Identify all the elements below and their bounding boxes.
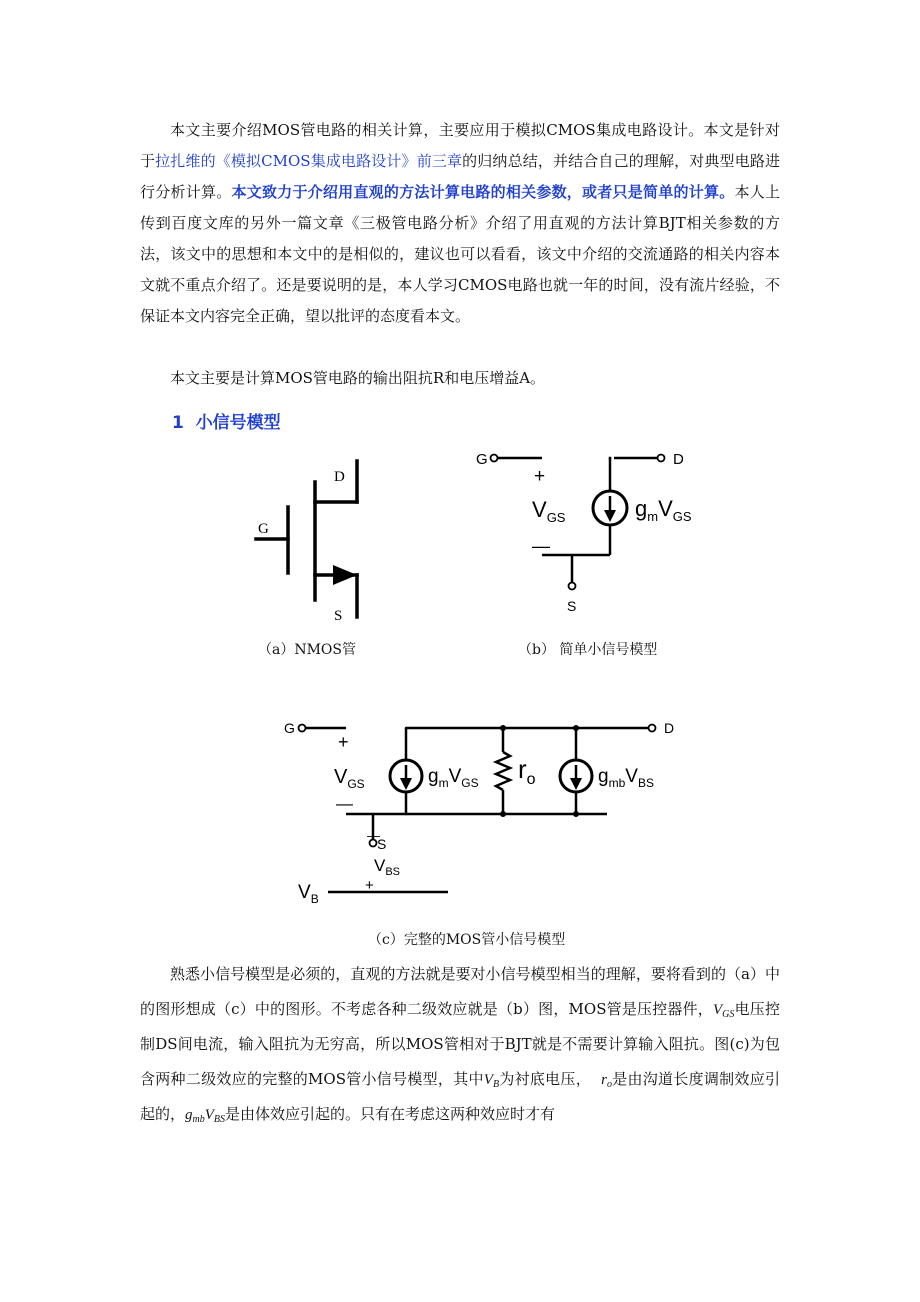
c-vbs-plus-sign: + (365, 877, 374, 894)
explanation-text-5: 是由体效应引起的。只有在考虑这两种效应时才有 (225, 1105, 556, 1123)
ro-symbol: $r_o$ (601, 1071, 612, 1090)
b-minus-sign: — (532, 536, 550, 556)
gmb-vbs-symbol: $g_{mb}V_{BS}$ (185, 1107, 226, 1125)
section-number: 1 (172, 413, 184, 433)
simple-small-signal-figure (470, 440, 720, 620)
model-explanation-paragraph (140, 957, 780, 1133)
intro-emphasis: 本文致力于介绍用直观的方法计算电路的相关参数，或者只是简单的计算。 (231, 183, 735, 201)
c-drain-label: D (664, 720, 675, 736)
b-drain-label: D (673, 451, 684, 468)
vb-symbol: $V_B$ (483, 1071, 500, 1090)
nmos-drain-label: D (334, 469, 345, 485)
nmos-source-label: S (334, 608, 343, 624)
c-plus-sign: + (338, 732, 349, 752)
c-ro-label: $r_o$ (518, 754, 536, 788)
section-title: 小信号模型 (195, 413, 281, 433)
b-gate-label: G (476, 451, 488, 468)
intro-text-2: 的归纳总结，并结合自己的理解，对典型电路进行分析计算。 (140, 152, 780, 201)
explanation-text-4: 是由沟道长度调制效应引起的， (140, 1069, 780, 1123)
b-source-label: S (567, 598, 577, 614)
scope-paragraph: 本文主要是计算MOS管电路的输出阻抗R和电压增益A。 (170, 369, 546, 387)
c-source-label: S (377, 836, 387, 852)
explanation-text-2: 电压控制DS间电流，输入阻抗为无穷高，所以MOS管相对于BJT就是不需要计算输入阻抗。图(c)为包含两种二级效应的完整的MOS管小信号模型，其中 (140, 999, 780, 1088)
explanation-text-1: 熟悉小信号模型是必须的，直观的方法就是要对小信号模型相当的理解，要将看到的（a）中的图形想成（c）中的图形。不考虑各种二级效应就是（b）图，MOS管是压控器件， (140, 965, 780, 1018)
caption-a: （a）NMOS管 (258, 642, 356, 658)
explanation-text-3: 为衬底电压， (499, 1069, 591, 1088)
caption-c: （c）完整的MOS管小信号模型 (368, 932, 566, 948)
nmos-symbol-figure (240, 455, 380, 630)
b-vgs-label: $V_{GS}$ (532, 497, 566, 525)
b-plus-sign: + (534, 466, 546, 487)
intro-text-1: 本文主要介绍MOS管电路的相关计算，主要应用于模拟CMOS集成电路设计。本文是针对于 (140, 121, 780, 170)
c-gate-label: G (284, 720, 295, 736)
b-gm-vgs-label: $g_mV_{GS}$ (635, 496, 692, 524)
caption-b: （b） 简单小信号模型 (518, 642, 658, 658)
c-vgs-label: $V_{GS}$ (334, 766, 365, 791)
c-vbs-label: $V_{BS}$ (374, 856, 401, 878)
intro-text-3: 本人上传到百度文库的另外一篇文章《三极管电路分析》介绍了用直观的方法计算BJT相关参数的方法，该文中的思想和本文中的是相似的，建议也可以看看，该文中介绍的交流通路的相关内容本文就不重点介绍了。还是要说明的是，本人学习CMOS电路也就一年的时间，没有流片经验，不保证本文内容完全正确，望以批评的态度看本文。 (140, 183, 780, 325)
c-vbs-minus-sign: — (367, 828, 380, 843)
complete-small-signal-figure (280, 712, 700, 912)
section-heading (172, 408, 281, 433)
book-reference-link[interactable]: 拉扎维的《模拟CMOS集成电路设计》前三章 (155, 152, 463, 170)
c-vb-label: $V_B$ (298, 882, 319, 906)
c-minus-sign: — (336, 794, 353, 813)
nmos-gate-label: G (258, 521, 269, 537)
c-gmb-vbs-label: $g_{mb}V_{BS}$ (598, 766, 654, 790)
vgs-symbol: $V_{GS}$ (713, 1001, 735, 1020)
intro-paragraph (140, 115, 780, 332)
c-gm-vgs-label: $g_mV_{GS}$ (428, 766, 479, 790)
